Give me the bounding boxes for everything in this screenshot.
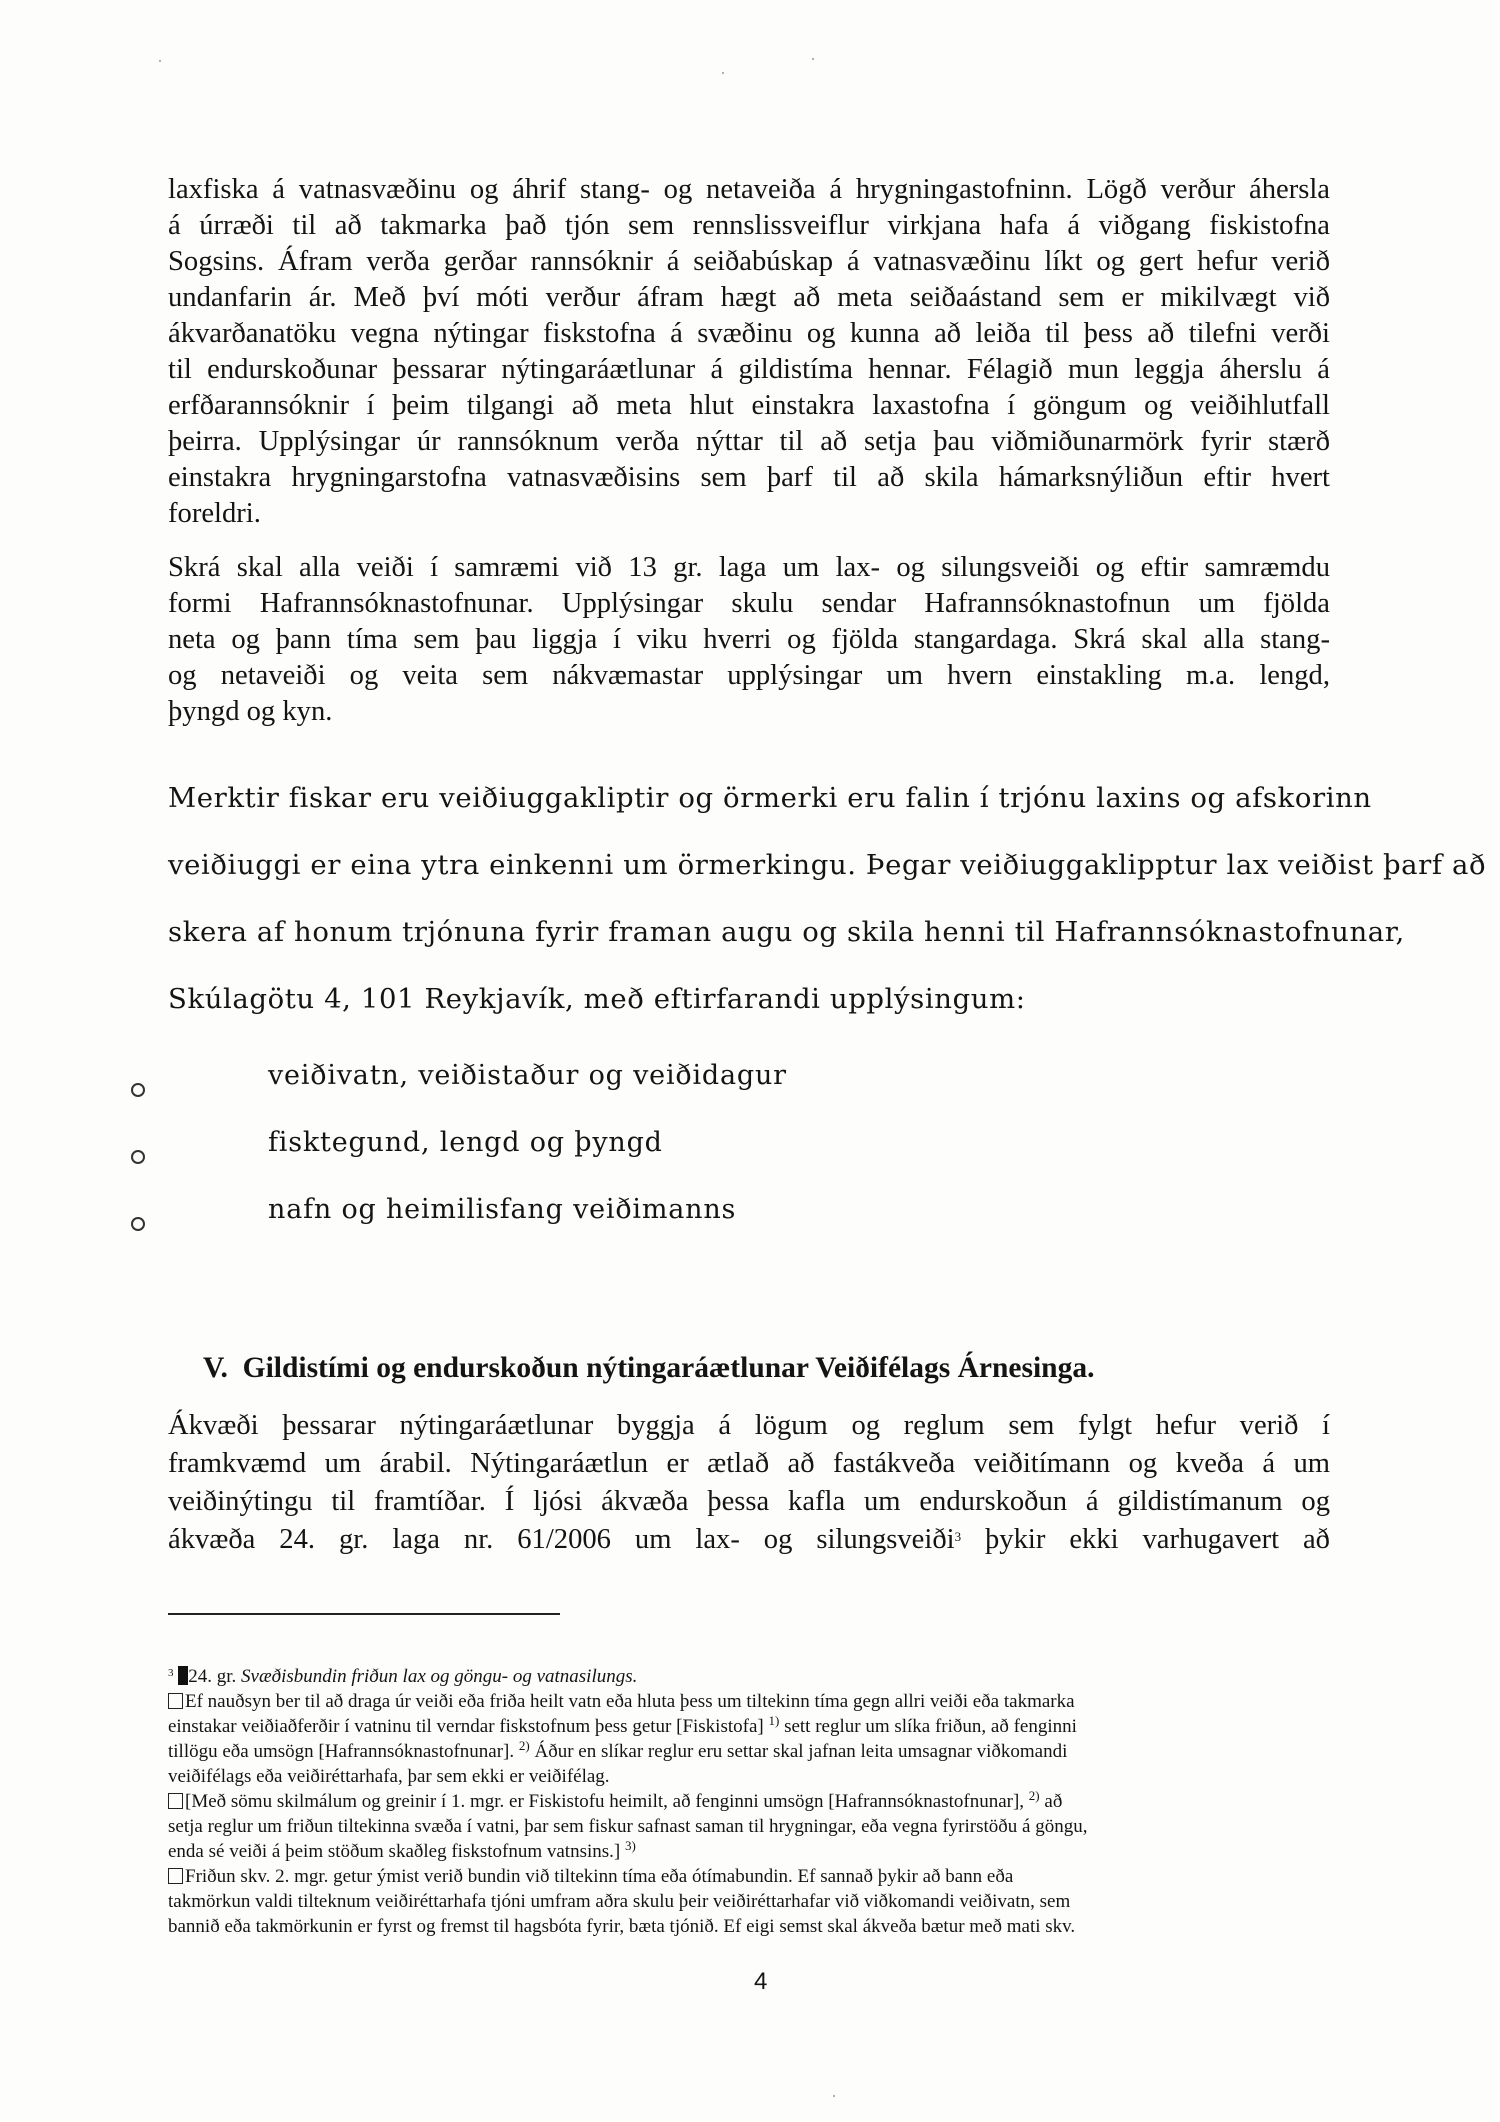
text-span: takmörkun valdi tilteknum veiðiréttarhafa tjóni umfram aðra skulu þeir veiðiréttarhafar við viðkomandi veiðivatn, sem: [168, 1891, 1071, 1912]
text-line: Merktir fiskar eru veiðiuggakliptir og örmerki eru falin í trjónu laxins og afskorinn: [168, 782, 1372, 814]
scan-speck: [159, 60, 161, 62]
text-span: Friðun skv. 2. mgr. getur ýmist verið bundin við tiltekinn tíma eða ótímabundin. Ef sannað þykir að bann eða: [185, 1866, 1014, 1887]
text-span: Áður en slíkar reglur eru settar skal jafnan leita umsagnar viðkomandi: [529, 1741, 1068, 1762]
scan-speck: [812, 58, 814, 60]
text-line: veiðiuggi er eina ytra einkenni um örmerkingu. Þegar veiðiuggaklipptur lax veiðist þarf að: [168, 849, 1487, 881]
text-line: Skúlagötu 4, 101 Reykjavík, með eftirfarandi upplýsingum:: [168, 983, 1026, 1015]
text-line: foreldri.: [168, 498, 261, 529]
list-item: fisktegund, lengd og þyngd: [268, 1127, 663, 1158]
bullet-icon: [131, 1150, 145, 1164]
text-span: setja reglur um friðun tiltekinna svæða í vatni, þar sem fiskur safnast saman til hrygningar, eða vegna fyrirstöðu á göngu,: [168, 1816, 1088, 1837]
text-line: og netaveiði og veita sem nákvæmastar upplýsingar um hvern einstakling m.a. lengd,: [168, 660, 1330, 691]
list-item: veiðivatn, veiðistaður og veiðidagur: [268, 1060, 787, 1091]
footnote-ref-title: Svæðisbundin friðun lax og göngu- og vatnasilungs.: [241, 1666, 638, 1687]
checkbox-icon: [168, 1693, 183, 1709]
text-span: að: [1039, 1791, 1063, 1812]
text-span: tillögu eða umsögn [Hafrannsóknastofnunar].: [168, 1741, 519, 1762]
text-line: framkvæmd um árabil. Nýtingaráætlun er ætlað að fastákveða veiðitímann og kveða á um: [168, 1448, 1330, 1479]
text-line: undanfarin ár. Með því móti verður áfram hægt að meta seiðaástand sem er mikilvægt við: [168, 282, 1330, 313]
scan-speck: [833, 2095, 835, 2097]
text-line: ákvarðanatöku vegna nýtingar fiskstofna á svæðinu og kunna að leiða til þess að tilefni verði: [168, 318, 1330, 349]
text-span: bannið eða takmörkunin er fyrst og fremst til hagsbóta fyrir, bæta tjónið. Ef eigi semst skal ákveða bætur með mati skv.: [168, 1916, 1076, 1937]
text-line: Skrá skal alla veiði í samræmi við 13 gr. laga um lax- og silungsveiði og eftir samræmdu: [168, 552, 1330, 583]
text-line: einstakra hrygningarstofna vatnasvæðisins sem þarf til að skila hámarksnýliðun eftir hvert: [168, 462, 1330, 493]
text-line: [168, 1522, 1330, 1558]
footnote-line: [168, 1789, 1330, 1814]
footnote-separator: [168, 1613, 560, 1615]
text-line: Sogsins. Áfram verða gerðar rannsóknir á seiðabúskap á vatnasvæðinu líkt og gert hefur verið: [168, 246, 1330, 277]
checkbox-icon: [168, 1868, 183, 1884]
text-line: laxfiska á vatnasvæðinu og áhrif stang- og netaveiða á hrygningastofninn. Lögð verður áhersla: [168, 174, 1330, 205]
footnote-line: [168, 1814, 1330, 1839]
checkbox-icon: [168, 1793, 183, 1809]
footnote-line: [168, 1764, 1330, 1789]
section-heading: V. Gildistími og endurskoðun nýtingaráætlunar Veiðifélags Árnesinga.: [203, 1352, 1095, 1384]
footnote-marker: 3: [168, 1667, 174, 1679]
footnote-sup: 1): [768, 1713, 780, 1728]
footnote-line: [168, 1864, 1330, 1889]
text-line: erfðarannsóknir í þeim tilgangi að meta hlut einstakra laxastofna í göngum og veiðihlutfall: [168, 390, 1330, 421]
text-span: Ef nauðsyn ber til að draga úr veiði eða friða heilt vatn eða hluta þess um tiltekinn tíma gegn allri veiði eða takmarka: [185, 1691, 1075, 1712]
footnote-line: [168, 1914, 1330, 1939]
page-number: 4: [754, 1968, 768, 1995]
text-line: þyngd og kyn.: [168, 696, 333, 727]
text-line: formi Hafrannsóknastofnunar. Upplýsingar skulu sendar Hafrannsóknastofnun um fjölda: [168, 588, 1330, 619]
footnote-reference: 3: [954, 1529, 962, 1544]
footnote-line: [168, 1689, 1330, 1714]
bullet-icon: [131, 1083, 145, 1097]
bullet-icon: [131, 1217, 145, 1231]
text-span: veiðifélags eða veiðiréttarhafa, þar sem ekki er veiðifélag.: [168, 1766, 610, 1787]
text-span: sett reglur um slíka friðun, að fenginni: [779, 1716, 1077, 1737]
text-span: ákvæða 24. gr. laga nr. 61/2006 um lax- og silungsveiði: [168, 1524, 955, 1555]
footnote-title: [168, 1664, 1330, 1689]
footnote-sup: 2): [518, 1738, 530, 1753]
text-line: neta og þann tíma sem þau liggja í viku hverri og fjölda stangardaga. Skrá skal alla stang-: [168, 624, 1330, 655]
redaction-mark: [178, 1666, 188, 1685]
text-line: veiðinýtingu til framtíðar. Í ljósi ákvæða þessa kafla um endurskoðun á gildistímanum og: [168, 1486, 1330, 1517]
text-line: til endurskoðunar þessarar nýtingaráætlunar á gildistíma hennar. Félagið mun leggja áherslu á: [168, 354, 1330, 385]
footnote-sup: 3): [624, 1838, 636, 1853]
footnote-line: [168, 1889, 1330, 1914]
footnote-line: [168, 1839, 1330, 1864]
text-line: Ákvæði þessarar nýtingaráætlunar byggja á lögum og reglum sem fylgt hefur verið í: [168, 1410, 1330, 1441]
text-span: einstakar veiðiaðferðir í vatninu til verndar fiskstofnum þess getur [Fiskistofa]: [168, 1716, 769, 1737]
text-line: skera af honum trjónuna fyrir framan augu og skila henni til Hafrannsóknastofnunar,: [168, 916, 1405, 948]
footnote-line: [168, 1739, 1330, 1764]
footnote-ref: 24. gr.: [188, 1666, 237, 1687]
scan-speck: [722, 72, 724, 74]
footnote-line: [168, 1714, 1330, 1739]
text-span: enda sé veiði á þeim stöðum skaðleg fiskstofnum vatnsins.]: [168, 1841, 625, 1862]
text-span: [Með sömu skilmálum og greinir í 1. mgr. er Fiskistofu heimilt, að fenginni umsögn [Hafrannsóknastofnunar],: [185, 1791, 1029, 1812]
text-line: á úrræði til að takmarka það tjón sem rennslissveiflur virkjana hafa á viðgang fiskistofna: [168, 210, 1330, 241]
list-item: nafn og heimilisfang veiðimanns: [268, 1194, 737, 1225]
text-line: þeirra. Upplýsingar úr rannsóknum verða nýttar til að setja þau viðmiðunarmörk fyrir stærð: [168, 426, 1330, 457]
footnote-sup: 2): [1028, 1788, 1040, 1803]
text-span: þykir ekki varhugavert að: [961, 1524, 1330, 1555]
